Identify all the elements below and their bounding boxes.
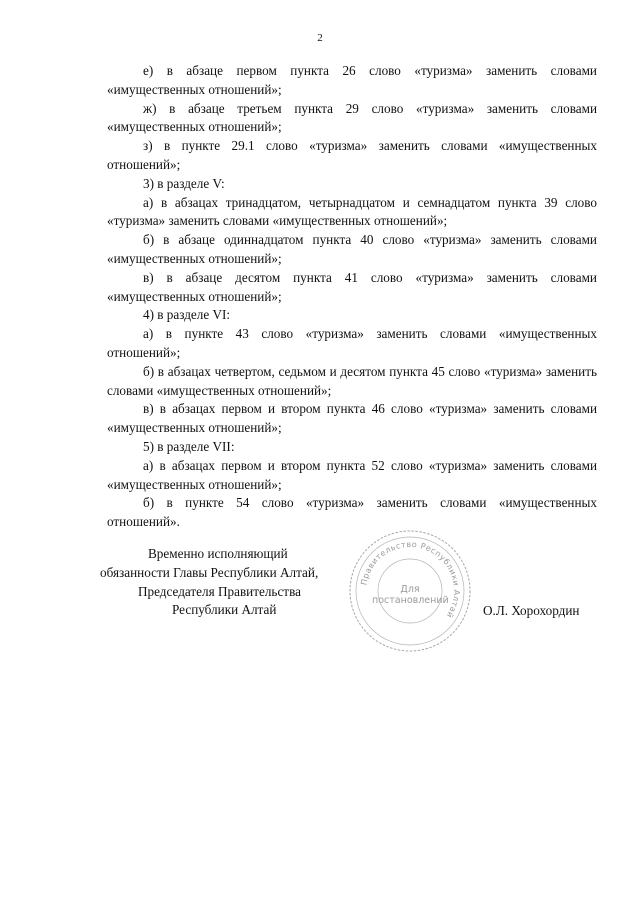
seal-ring-label: Правительство Республики Алтай (359, 539, 462, 620)
seal-center-line-2: постановлений (372, 595, 449, 606)
document-body (107, 62, 597, 532)
seal-center-line-1: Для (400, 584, 420, 595)
section-5-heading: 3) в разделе V: (143, 175, 225, 191)
signature-title-line-2: обязанности Главы Республики Алтай, (100, 564, 319, 580)
page-number: 2 (317, 32, 323, 44)
paragraph-s7-a: а) в абзацах первом и втором пункта 52 слово «туризма» заменить словами «имущественных отношений»; (107, 457, 597, 492)
paragraph-e: е) в абзаце первом пункта 26 слово «туризма» заменить словами «имущественных отношений»; (107, 63, 597, 97)
signature-block (100, 545, 370, 620)
paragraph-s7-b: б) в пункте 54 слово «туризма» заменить словами «имущественных отношений». (107, 495, 597, 530)
paragraph-s5-b: б) в абзаце одиннадцатом пункта 40 слово «туризма» заменить словами «имущественных отношений»; (107, 232, 597, 266)
paragraph-s6-b: б) в абзацах четвертом, седьмом и десятом пункта 45 слово «туризма» заменить словами «имущественных отношений»; (107, 363, 597, 398)
paragraph-zh: ж) в абзаце третьем пункта 29 слово «туризма» заменить словами «имущественных отношений»; (107, 100, 597, 135)
seal-ring-text (359, 540, 461, 620)
paragraph-s5-v: в) в абзаце десятом пункта 41 слово «туризма» заменить словами «имущественных отношений»; (107, 269, 597, 304)
paragraph-z: з) в пункте 29.1 слово «туризма» заменить словами «имущественных отношений»; (107, 138, 597, 172)
signature-title-line-4: Республики Алтай (172, 602, 277, 618)
seal-center-text (372, 584, 448, 606)
section-6-heading: 4) в разделе VI: (143, 307, 231, 323)
paragraph-s6-a: а) в пункте 43 слово «туризма» заменить словами «имущественных отношений»; (107, 326, 597, 360)
signature-title-line-1: Временно исполняющий (148, 546, 288, 561)
signature-title-line-3: Председателя Правительства (138, 583, 301, 599)
paragraph-s5-a: а) в абзацах тринадцатом, четырнадцатом и семнадцатом пункта 39 слово «туризма» заменить словами «имущественных отношений»; (107, 194, 597, 229)
signer-name: О.Л. Хорохордин (483, 603, 580, 618)
paragraph-s6-v: в) в абзацах первом и втором пункта 46 слово «туризма» заменить словами «имущественных отношений»; (107, 401, 597, 436)
section-7-heading: 5) в разделе VII: (143, 438, 235, 454)
